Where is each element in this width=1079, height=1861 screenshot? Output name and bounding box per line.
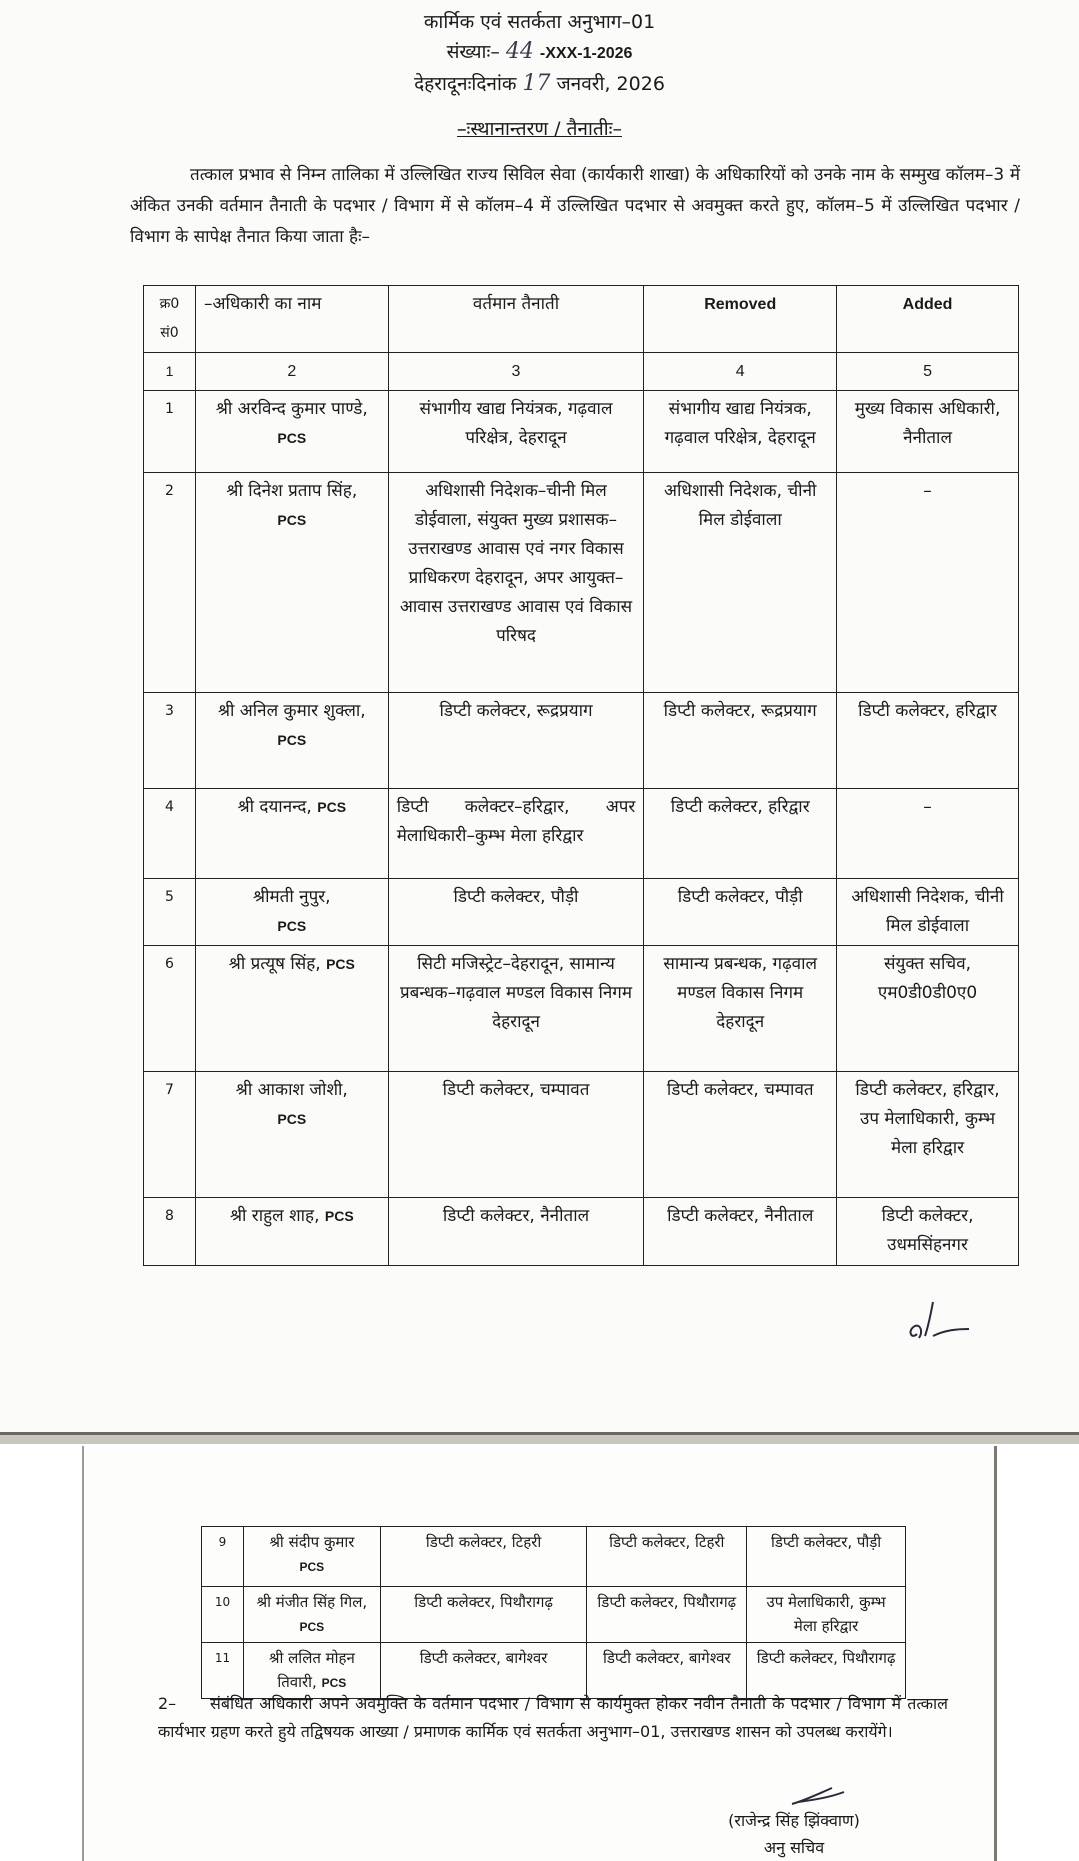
table-row bbox=[202, 1527, 906, 1587]
signature bbox=[788, 1782, 848, 1812]
column-number-row bbox=[144, 353, 1019, 391]
row-added: डिप्टी कलेक्टर, हरिद्वार, उप मेलाधिकारी, कुम्भ मेला हरिद्वार bbox=[837, 1072, 1019, 1198]
row-name bbox=[243, 1527, 380, 1587]
row-sno: 2 bbox=[144, 473, 196, 693]
row-removed: डिप्टी कलेक्टर, चम्पावत bbox=[644, 1072, 837, 1198]
paragraph-number: 2– bbox=[158, 1694, 177, 1713]
officer-name: श्री राहुल शाह, bbox=[229, 1206, 320, 1226]
row-current: डिप्टी कलेक्टर–हरिद्वार, अपर मेलाधिकारी–कुम्भ मेला हरिद्वार bbox=[388, 789, 644, 879]
row-current: सिटी मजिस्ट्रेट–देहरादून, सामान्य प्रबन्धक–गढ़वाल मण्डल विकास निगम देहरादून bbox=[388, 946, 644, 1072]
pcs-tag: PCS bbox=[277, 918, 307, 934]
row-removed: डिप्टी कलेक्टर, बागेश्वर bbox=[587, 1643, 747, 1699]
pcs-tag: PCS bbox=[326, 956, 355, 972]
table-row bbox=[144, 391, 1019, 473]
row-removed: सामान्य प्रबन्धक, गढ़वाल मण्डल विकास निगम देहरादून bbox=[644, 946, 837, 1072]
table-row bbox=[144, 789, 1019, 879]
table-row bbox=[144, 1198, 1019, 1266]
row-removed: डिप्टी कलेक्टर, रूद्रप्रयाग bbox=[644, 693, 837, 789]
officer-name: श्री अरविन्द कुमार पाण्डे, bbox=[215, 399, 368, 419]
row-name bbox=[195, 391, 388, 473]
row-name bbox=[195, 879, 388, 946]
row-name bbox=[195, 1072, 388, 1198]
pcs-tag: PCS bbox=[299, 1560, 325, 1574]
officer-name: श्रीमती नुपुर, bbox=[253, 887, 331, 907]
column-number: 2 bbox=[195, 353, 388, 391]
row-sno: 9 bbox=[202, 1527, 244, 1587]
row-added: – bbox=[837, 789, 1019, 879]
pcs-tag: PCS bbox=[277, 430, 307, 446]
pcs-tag: PCS bbox=[277, 732, 307, 748]
subject-line: –ःस्थानान्तरण / तैनातीः– bbox=[457, 118, 622, 140]
column-number: 1 bbox=[144, 353, 196, 391]
row-sno: 8 bbox=[144, 1198, 196, 1266]
row-name bbox=[195, 693, 388, 789]
number-suffix: -XXX-1-2026 bbox=[539, 45, 633, 62]
date-handwritten: 17 bbox=[522, 71, 551, 96]
row-removed: डिप्टी कलेक्टर, नैनीताल bbox=[644, 1198, 837, 1266]
row-current: डिप्टी कलेक्टर, पौड़ी bbox=[388, 879, 644, 946]
row-added: मुख्य विकास अधिकारी, नैनीताल bbox=[837, 391, 1019, 473]
officer-name: श्री प्रत्यूष सिंह, bbox=[228, 954, 321, 974]
row-sno: 10 bbox=[202, 1587, 244, 1643]
column-number: 5 bbox=[837, 353, 1019, 391]
row-current: संभागीय खाद्य नियंत्रक, गढ़वाल परिक्षेत्र, देहरादून bbox=[388, 391, 644, 473]
page-separator bbox=[0, 1432, 1079, 1444]
transfer-table-continued bbox=[201, 1526, 906, 1699]
pcs-tag: PCS bbox=[317, 799, 347, 815]
row-current: डिप्टी कलेक्टर, नैनीताल bbox=[388, 1198, 644, 1266]
intro-paragraph: तत्काल प्रभाव से निम्न तालिका में उल्लिखित राज्य सिविल सेवा (कार्यकारी शाखा) के अधिकारियों को उनके नाम के सम्मुख कॉलम–3 में अंकित उनकी वर्तमान तैनाती के पदभार / विभाग में से कॉलम–4 में उल्लिखित पदभार से अवमुक्त करते हुए, कॉलम–5 में उल्लिखित पदभार / विभाग के सापेक्ष तैनात किया जाता हैः– bbox=[130, 165, 1020, 247]
row-current: डिप्टी कलेक्टर, रूद्रप्रयाग bbox=[388, 693, 644, 789]
row-sno: 3 bbox=[144, 693, 196, 789]
header-sno: क्र0 सं0 bbox=[144, 286, 196, 353]
row-removed: डिप्टी कलेक्टर, टिहरी bbox=[587, 1527, 747, 1587]
pcs-tag: PCS bbox=[324, 1208, 354, 1224]
table-header-row bbox=[144, 286, 1019, 353]
pcs-tag: PCS bbox=[277, 1111, 307, 1127]
table-row bbox=[144, 693, 1019, 789]
pcs-tag: PCS bbox=[321, 1676, 347, 1690]
table-row bbox=[144, 879, 1019, 946]
closing-text: संबंधित अधिकारी अपने अवमुक्ति के वर्तमान पदभार / विभाग से कार्यमुक्त होकर नवीन तैनाती के पदभार / विभाग में तत्काल कार्यभार ग्रहण करते हुये तद्विषयक आख्या / प्रमाणक कार्मिक एवं सतर्कता अनुभाग–01, उत्तराखण्ड शासन को उपलब्ध करायेंगे। bbox=[158, 1694, 948, 1741]
row-removed: डिप्टी कलेक्टर, हरिद्वार bbox=[644, 789, 837, 879]
row-added: डिप्टी कलेक्टर, पिथौरागढ़ bbox=[747, 1643, 906, 1699]
header-added: Added bbox=[837, 286, 1019, 353]
row-added: – bbox=[837, 473, 1019, 693]
row-added: डिप्टी कलेक्टर, उधमसिंहनगर bbox=[837, 1198, 1019, 1266]
row-current: डिप्टी कलेक्टर, चम्पावत bbox=[388, 1072, 644, 1198]
row-added: संयुक्त सचिव, एम0डी0डी0ए0 bbox=[837, 946, 1019, 1072]
row-added: डिप्टी कलेक्टर, पौड़ी bbox=[747, 1527, 906, 1587]
officer-name: श्री मंजीत सिंह गिल, bbox=[256, 1593, 368, 1611]
row-removed: डिप्टी कलेक्टर, पिथौरागढ़ bbox=[587, 1587, 747, 1643]
column-number: 3 bbox=[388, 353, 644, 391]
row-current: डिप्टी कलेक्टर, बागेश्वर bbox=[380, 1643, 587, 1699]
row-name bbox=[195, 789, 388, 879]
row-name bbox=[243, 1587, 380, 1643]
row-removed: अधिशासी निदेशक, चीनी मिल डोईवाला bbox=[644, 473, 837, 693]
column-number: 4 bbox=[644, 353, 837, 391]
row-sno: 1 bbox=[144, 391, 196, 473]
row-current: अधिशासी निदेशक–चीनी मिल डोईवाला, संयुक्त मुख्य प्रशासक–उत्तराखण्ड आवास एवं नगर विकास प्राधिकरण देहरादून, अपर आयुक्त–आवास उत्तराखण्ड आवास एवं विकास परिषद bbox=[388, 473, 644, 693]
row-removed: संभागीय खाद्य नियंत्रक, गढ़वाल परिक्षेत्र, देहरादून bbox=[644, 391, 837, 473]
officer-name: श्री दिनेश प्रताप सिंह, bbox=[226, 481, 358, 501]
pcs-tag: PCS bbox=[277, 512, 307, 528]
row-name bbox=[195, 946, 388, 1072]
document-page-2 bbox=[82, 1446, 997, 1861]
row-current: डिप्टी कलेक्टर, टिहरी bbox=[380, 1527, 587, 1587]
officer-name: श्री दयानन्द, bbox=[237, 797, 312, 817]
officer-name: श्री संदीप कुमार bbox=[269, 1533, 355, 1551]
row-sno: 6 bbox=[144, 946, 196, 1072]
order-date bbox=[0, 70, 1079, 96]
officer-name: श्री आकाश जोशी, bbox=[235, 1080, 348, 1100]
signatory-designation: अनु सचिव bbox=[763, 1838, 825, 1857]
row-added: डिप्टी कलेक्टर, हरिद्वार bbox=[837, 693, 1019, 789]
header-removed: Removed bbox=[644, 286, 837, 353]
signatory-name: (राजेन्द्र सिंह झिंक्वाण) bbox=[728, 1811, 860, 1830]
row-added: अधिशासी निदेशक, चीनी मिल डोईवाला bbox=[837, 879, 1019, 946]
initials-signature bbox=[905, 1296, 975, 1346]
transfer-table bbox=[143, 285, 1019, 1266]
pcs-tag: PCS bbox=[299, 1620, 325, 1634]
row-sno: 7 bbox=[144, 1072, 196, 1198]
officer-name: श्री ललित मोहन तिवारी, bbox=[268, 1649, 355, 1691]
table-row bbox=[144, 1072, 1019, 1198]
row-added: उप मेलाधिकारी, कुम्भ मेला हरिद्वार bbox=[747, 1587, 906, 1643]
table-row bbox=[144, 473, 1019, 693]
table-row bbox=[202, 1587, 906, 1643]
row-current: डिप्टी कलेक्टर, पिथौरागढ़ bbox=[380, 1587, 587, 1643]
number-prefix: संख्याः– bbox=[446, 41, 500, 63]
header-current: वर्तमान तैनाती bbox=[388, 286, 644, 353]
row-sno: 11 bbox=[202, 1643, 244, 1699]
date-suffix: जनवरी, 2026 bbox=[556, 73, 665, 95]
number-handwritten: 44 bbox=[505, 39, 534, 64]
table-row bbox=[144, 946, 1019, 1072]
header-name: –अधिकारी का नाम bbox=[195, 286, 388, 353]
closing-paragraph bbox=[158, 1690, 948, 1746]
row-removed: डिप्टी कलेक्टर, पौड़ी bbox=[644, 879, 837, 946]
row-name bbox=[195, 1198, 388, 1266]
officer-name: श्री अनिल कुमार शुक्ला, bbox=[217, 701, 366, 721]
row-sno: 5 bbox=[144, 879, 196, 946]
row-name bbox=[195, 473, 388, 693]
department-heading: कार्मिक एवं सतर्कता अनुभाग–01 bbox=[423, 11, 656, 33]
date-prefix: देहरादूनःदिनांक bbox=[414, 73, 517, 95]
row-sno: 4 bbox=[144, 789, 196, 879]
order-number bbox=[0, 38, 1079, 64]
